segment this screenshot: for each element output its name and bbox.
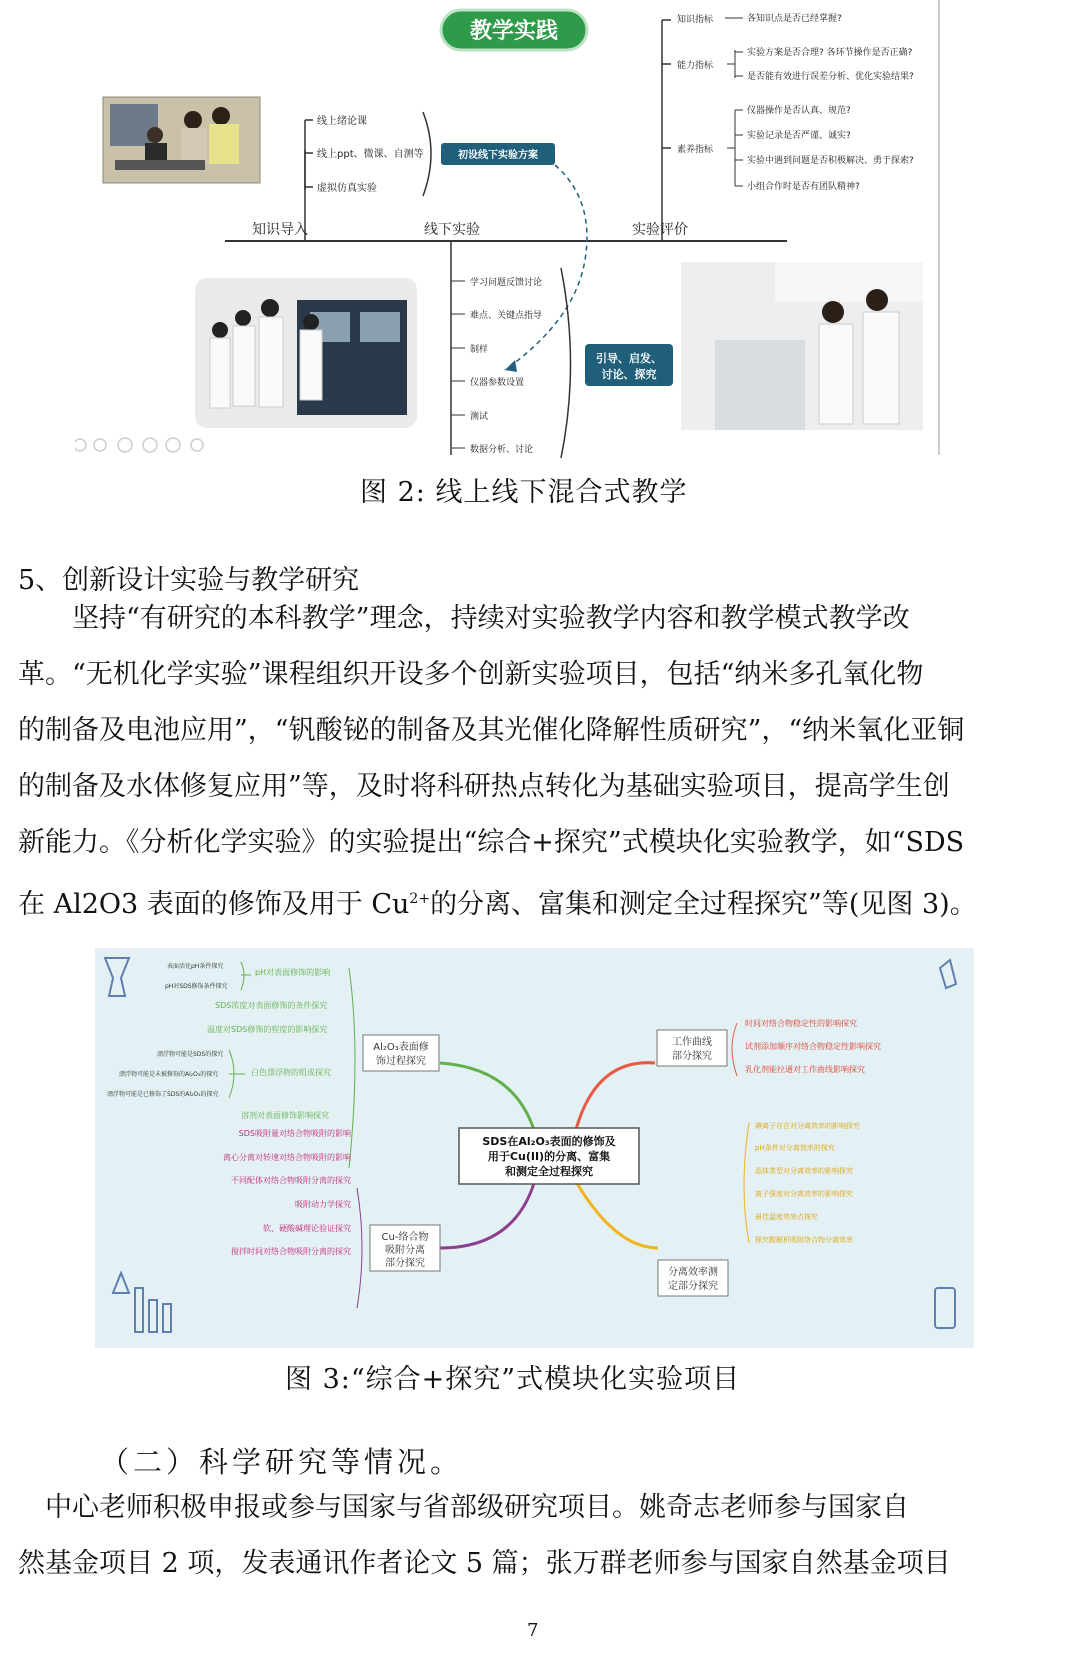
svg-text:分离效率测: 分离效率测 — [668, 1267, 718, 1278]
tl-sub-5: 漂浮物可能是已修饰了SDS的Al₂O₃的探究 — [107, 1091, 219, 1098]
intro-item-3: 虚拟仿真实验 — [317, 183, 377, 194]
page-number: 7 — [527, 1620, 539, 1641]
svg-text:和测定全过程探究: 和测定全过程探究 — [505, 1165, 593, 1178]
section5-line-2: 革。“无机化学实验”课程组织开设多个创新实验项目，包括“纳米多孔氧化物 — [18, 659, 924, 690]
tr-item-3: 乳化剂能拉通对工作曲线影响探究 — [745, 1065, 865, 1074]
photo-online-class — [103, 97, 260, 183]
eval-literacy-label: 素养指标 — [677, 145, 714, 155]
intro-item-2: 线上ppt、微课、自测等 — [317, 149, 424, 160]
svg-text:饰过程探究: 饰过程探究 — [376, 1056, 426, 1067]
section5-line-6: 在 Al2O3 表面的修饰及用于 $Cu^{2+}$的分离、富集和测定全过程探究”等(见图 3)。 — [18, 889, 977, 920]
br-item-5: 最佳温度效率点探究 — [755, 1213, 818, 1221]
svg-text:初设线下实验方案: 初设线下实验方案 — [458, 150, 538, 161]
lab-step-2: 难点、关键点指导 — [470, 311, 543, 321]
figure-blended-teaching — [75, 0, 1000, 488]
tl-item-4: 白色漂浮物的组成探究 — [251, 1068, 331, 1077]
node-offline-lab: 线下实验 — [424, 222, 480, 238]
svg-text:SDS在Al₂O₃表面的修饰及: SDS在Al₂O₃表面的修饰及 — [482, 1135, 616, 1148]
eval-item-5: 实验记录是否严谨、诚实? — [747, 131, 851, 141]
eval-item-7: 小组合作时是否有团队精神? — [747, 182, 860, 192]
box-cu-complex-adsorption — [370, 1225, 440, 1271]
svg-text:讨论、探究: 讨论、探究 — [601, 368, 657, 381]
section5-line-1: 坚持“有研究的本科教学”理念，持续对实验教学内容和教学模式教学改 — [18, 603, 910, 634]
box-separation-efficiency — [658, 1260, 728, 1296]
br-item-6: 探究酸解析吸附络合物分离效率 — [755, 1236, 853, 1244]
figure2-caption: 图 2: 线上线下混合式教学 — [360, 477, 688, 508]
bl-item-4: 吸附动力学探究 — [295, 1200, 351, 1209]
svg-text:引导、启发、: 引导、启发、 — [596, 352, 662, 365]
guide-box — [585, 344, 673, 386]
bl-item-6: 搅拌时间对络合物吸附分离的探究 — [231, 1247, 351, 1256]
svg-text:定部分探究: 定部分探究 — [668, 1281, 718, 1292]
box-surface-modification — [363, 1035, 439, 1071]
svg-text:吸附分离: 吸附分离 — [385, 1245, 425, 1256]
section2-line-2: 然基金项目 2 项，发表通讯作者论文 5 篇；张万群老师参与国家自然基金项目 — [18, 1548, 951, 1579]
tl-sub-4: 漂浮物可能是未被修饰的Al₂O₃的探究 — [119, 1071, 219, 1078]
tl-item-1: pH对表面修饰的影响 — [255, 968, 331, 977]
tl-item-2: SDS浓度对表面修饰的条件探究 — [215, 1001, 328, 1010]
tl-sub-2: pH对SDS修饰条件探究 — [165, 983, 228, 990]
tr-item-1: 时间对络合物稳定性的影响探究 — [745, 1019, 857, 1028]
tl-sub-3: 漂浮物可能是SDS的探究 — [157, 1051, 224, 1058]
photo-lab-students — [681, 262, 923, 430]
box-working-curve — [657, 1030, 727, 1066]
section5-heading: 5、创新设计实验与教学研究 — [18, 565, 360, 596]
eval-knowledge-label: 知识指标 — [677, 15, 714, 25]
lab-step-3: 制样 — [470, 345, 489, 355]
eval-item-1: 各知识点是否已经掌握? — [747, 14, 842, 24]
br-item-2: pH条件对分离效率的探究 — [755, 1144, 835, 1152]
svg-text:部分探究: 部分探究 — [672, 1051, 712, 1062]
br-item-3: 晶体类型对分离效率的影响探究 — [755, 1167, 853, 1175]
center-topic-box — [459, 1128, 639, 1184]
bl-item-1: SDS吸附量对络合物吸附的影响 — [238, 1129, 351, 1138]
lab-step-4: 仪器参数设置 — [470, 378, 525, 388]
tr-item-2: 试剂添加顺序对络合物稳定性影响探究 — [745, 1042, 881, 1051]
photo-lab-instruments — [195, 278, 417, 428]
banner-teaching-practice — [441, 10, 587, 50]
intro-item-1: 线上绪论课 — [317, 116, 367, 127]
section2-heading: （二）科学研究等情况。 — [100, 1445, 464, 1479]
figure-modular-experiments — [95, 948, 974, 1348]
eval-item-6: 实验中遇到问题是否积极解决、勇于探索? — [747, 156, 914, 166]
br-item-1: 碘离子存在对分离效率的影响探究 — [755, 1122, 860, 1130]
bl-item-2: 离心分离对转速对络合物吸附的影响 — [223, 1153, 351, 1162]
lab-step-1: 学习问题反馈讨论 — [470, 278, 543, 288]
section5-paragraph — [18, 591, 1060, 933]
tl-item-3: 温度对SDS修饰的程度的影响探究 — [207, 1025, 328, 1034]
eval-ability-label: 能力指标 — [677, 61, 714, 71]
section2-paragraph — [18, 1480, 1060, 1592]
svg-text:用于Cu(II)的分离、富集: 用于Cu(II)的分离、富集 — [487, 1150, 611, 1163]
lab-step-6: 数据分析、讨论 — [470, 445, 534, 455]
figure3-caption: 图 3:“综合+探究”式模块化实验项目 — [285, 1364, 741, 1395]
eval-item-3: 是否能有效进行误差分析、优化实验结果? — [747, 72, 914, 82]
tl-sub-1: 表面活化pH条件探究 — [167, 963, 224, 970]
svg-text:Cu-络合物: Cu-络合物 — [381, 1232, 429, 1243]
svg-text:部分探究: 部分探究 — [385, 1258, 425, 1269]
svg-text:Al₂O₃表面修: Al₂O₃表面修 — [373, 1042, 429, 1053]
node-evaluation: 实验评价 — [632, 222, 688, 238]
tl-item-5: 溶剂对表面修饰影响探究 — [241, 1111, 329, 1120]
eval-item-2: 实验方案是否合理? 各环节操作是否正确? — [747, 48, 913, 58]
svg-text:教学实践: 教学实践 — [469, 19, 559, 44]
section5-line-4: 的制备及水体修复应用”等，及时将科研热点转化为基础实验项目，提高学生创 — [18, 771, 950, 802]
node-knowledge-intro: 知识导入 — [252, 222, 308, 238]
bl-item-5: 软、硬酸碱理论验证探究 — [263, 1224, 351, 1233]
section5-line-5: 新能力。《分析化学实验》的实验提出“综合+探究”式模块化实验教学，如“SDS — [18, 827, 965, 858]
lab-step-5: 测试 — [470, 412, 489, 422]
svg-text:工作曲线: 工作曲线 — [672, 1037, 712, 1048]
bl-item-3: 不同配体对络合物吸附分离的探究 — [231, 1176, 351, 1185]
section5-line-3: 的制备及电池应用”，“钒酸铋的制备及其光催化降解性质研究”，“纳米氧化亚铜 — [18, 715, 965, 746]
design-box — [441, 143, 555, 165]
br-item-4: 离子强度对分离效率的影响探究 — [755, 1190, 853, 1198]
cu-charge-superscript: 2+ — [409, 891, 431, 907]
eval-item-4: 仪器操作是否认真、规范? — [747, 106, 851, 116]
section2-line-1: 中心老师积极申报或参与国家与省部级研究项目。姚奇志老师参与国家自 — [18, 1492, 909, 1523]
